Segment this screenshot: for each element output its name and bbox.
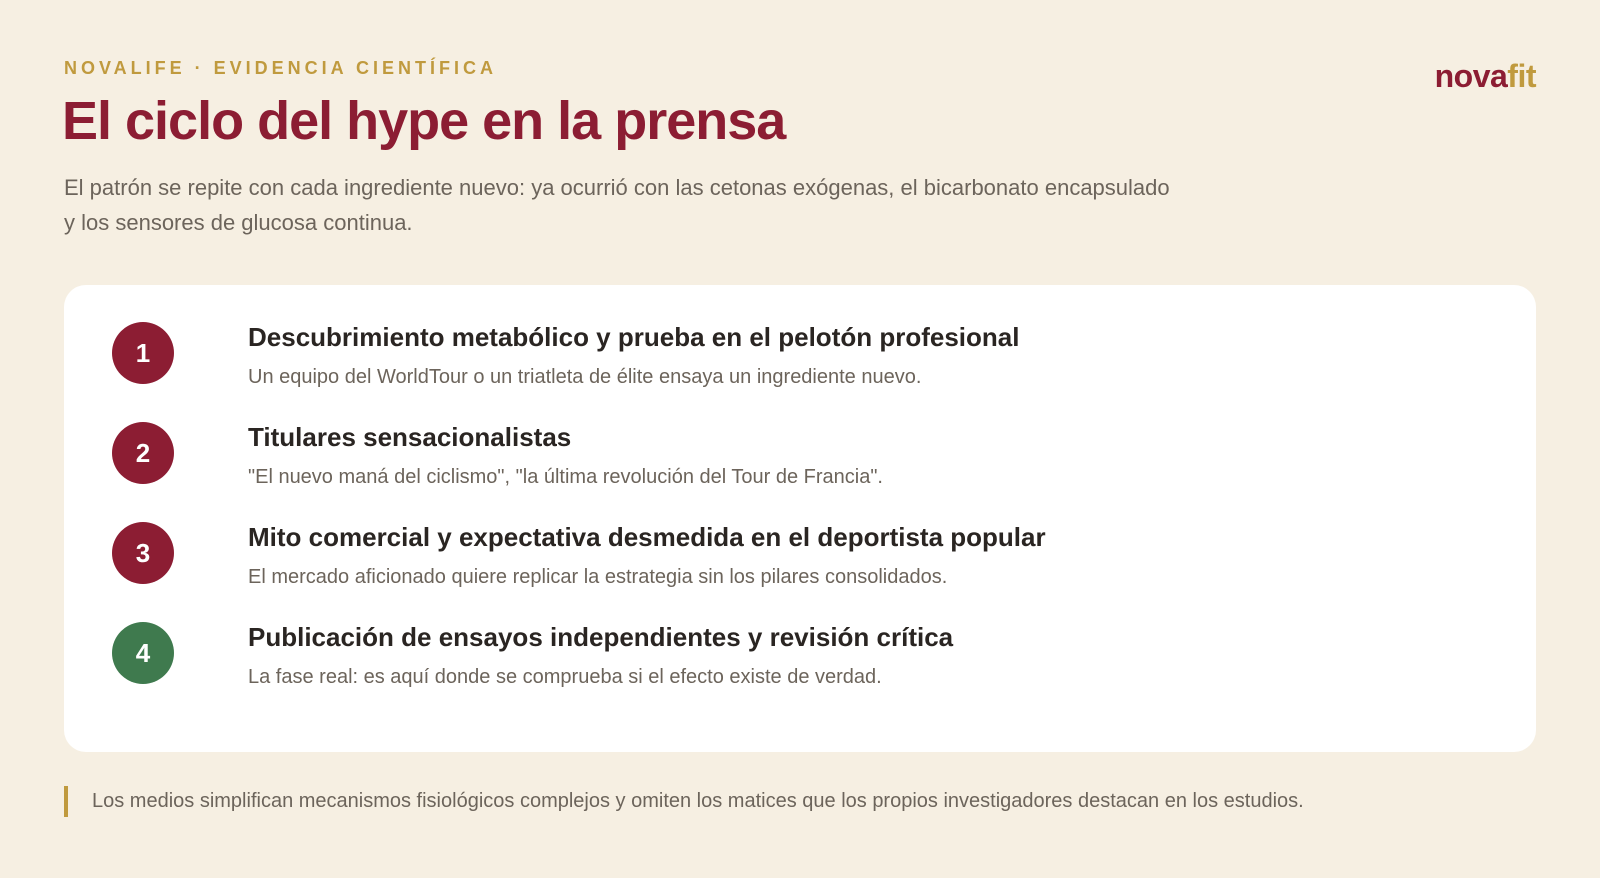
steps-card <box>64 285 1536 752</box>
step-title: Publicación de ensayos independientes y revisión crítica <box>248 622 954 652</box>
step-description: La fase real: es aquí donde se comprueba si el efecto existe de verdad. <box>248 666 882 688</box>
step-title: Titulares sensacionalistas <box>248 422 572 452</box>
page-title: El ciclo del hype en la prensa <box>62 91 786 151</box>
step-number-badge: 2 <box>112 422 174 484</box>
step-item-4 <box>112 622 1492 702</box>
step-description: El mercado aficionado quiere replicar la estrategia sin los pilares consolidados. <box>248 566 948 588</box>
step-title: Mito comercial y expectativa desmedida en el deportista popular <box>248 522 1046 552</box>
step-description: Un equipo del WorldTour o un triatleta de élite ensaya un ingrediente nuevo. <box>248 366 922 388</box>
step-number-badge: 1 <box>112 322 174 384</box>
step-description: "El nuevo maná del ciclismo", "la última revolución del Tour de Francia". <box>248 466 883 488</box>
step-number-badge: 3 <box>112 522 174 584</box>
step-title: Descubrimiento metabólico y prueba en el pelotón profesional <box>248 322 1020 352</box>
footnote-callout: Los medios simplifican mecanismos fisiológicos complejos y omiten los matices que los propios investigadores destacan en los estudios. <box>64 786 1304 817</box>
step-item-1 <box>112 322 1492 402</box>
logo-part-nova: nova <box>1434 58 1508 94</box>
step-item-2 <box>112 422 1492 502</box>
page-subtitle: El patrón se repite con cada ingrediente nuevo: ya ocurrió con las cetonas exógenas, el bicarbonato encapsulado y los sensores de glucosa continua. <box>64 175 1170 235</box>
brand-logo <box>1435 58 1536 95</box>
eyebrow-label: NOVALIFE · EVIDENCIA CIENTÍFICA <box>64 58 498 78</box>
logo-part-fit: fit <box>1507 58 1536 94</box>
step-number-badge: 4 <box>112 622 174 684</box>
step-item-3 <box>112 522 1492 602</box>
